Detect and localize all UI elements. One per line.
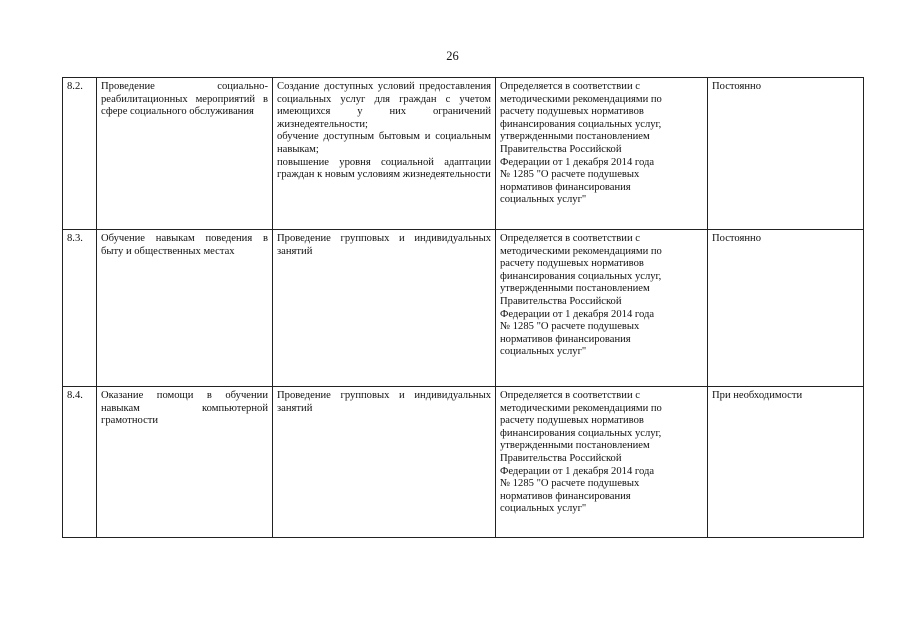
- service-name: Обучение навыкам поведения в быту и общественных местах: [97, 230, 273, 387]
- content-line: обучение доступным бытовым и социальным навыкам;: [277, 131, 491, 155]
- service-name: Оказание помощи в обучении навыкам компьютерной грамотности: [97, 387, 273, 538]
- terms-line: расчету подушевых нормативов: [500, 258, 644, 270]
- terms-line: утвержденными постановлением: [500, 440, 650, 452]
- terms-line: методическими рекомендациями по: [500, 402, 662, 414]
- table-row: [63, 78, 864, 230]
- terms-line: Федерации от 1 декабря 2014 года: [500, 465, 655, 477]
- content-line: повышение уровня социальной адаптации граждан к новым условиям жизнедеятельности: [277, 156, 491, 181]
- page-number: 26: [446, 49, 459, 63]
- service-terms: [496, 230, 708, 387]
- terms-line: № 1285 "О расчете подушевых: [500, 169, 640, 181]
- terms-line: финансирования социальных услуг,: [500, 270, 662, 282]
- terms-line: финансирования социальных услуг,: [500, 427, 662, 439]
- service-content: [273, 387, 496, 538]
- content-line: Проведение групповых и индивидуальных занятий: [277, 390, 491, 414]
- terms-line: Федерации от 1 декабря 2014 года: [500, 156, 655, 168]
- terms-line: Федерации от 1 декабря 2014 года: [500, 308, 655, 320]
- terms-line: социальных услуг": [500, 194, 587, 206]
- terms-line: Определяется в соответствии с: [500, 81, 640, 92]
- terms-line: методическими рекомендациями по: [500, 93, 662, 105]
- content-line: Проведение групповых и индивидуальных занятий: [277, 233, 491, 257]
- terms-line: утвержденными постановлением: [500, 131, 650, 143]
- terms-line: утвержденными постановлением: [500, 283, 650, 295]
- table-row: [63, 387, 864, 538]
- service-name: Проведение социально-реабилитационных мероприятий в сфере социального обслуживания: [97, 78, 273, 230]
- terms-line: Определяется в соответствии с: [500, 390, 640, 401]
- row-number: 8.3.: [63, 230, 97, 387]
- terms-line: расчету подушевых нормативов: [500, 106, 644, 118]
- row-number: 8.4.: [63, 387, 97, 538]
- terms-line: социальных услуг": [500, 503, 587, 515]
- terms-line: методическими рекомендациями по: [500, 245, 662, 257]
- terms-line: социальных услуг": [500, 346, 587, 358]
- table-row: [63, 230, 864, 387]
- terms-line: финансирования социальных услуг,: [500, 118, 662, 130]
- terms-line: нормативов финансирования: [500, 333, 631, 345]
- terms-line: Правительства Российской: [500, 452, 622, 464]
- terms-line: Определяется в соответствии с: [500, 233, 640, 244]
- terms-line: Правительства Российской: [500, 295, 622, 307]
- terms-line: нормативов финансирования: [500, 490, 631, 502]
- service-content: [273, 230, 496, 387]
- row-number: 8.2.: [63, 78, 97, 230]
- content-line: Создание доступных условий предоставления социальных услуг для граждан с учетом имеющихся у них ограничений жизнедеятельности;: [277, 81, 491, 130]
- services-table: [62, 77, 864, 538]
- service-content: [273, 78, 496, 230]
- terms-line: расчету подушевых нормативов: [500, 415, 644, 427]
- terms-line: нормативов финансирования: [500, 181, 631, 193]
- terms-line: Правительства Российской: [500, 143, 622, 155]
- service-timing: Постоянно: [708, 78, 864, 230]
- service-terms: [496, 78, 708, 230]
- service-terms: [496, 387, 708, 538]
- service-timing: При необходимости: [708, 387, 864, 538]
- terms-line: № 1285 "О расчете подушевых: [500, 321, 640, 333]
- terms-line: № 1285 "О расчете подушевых: [500, 478, 640, 490]
- service-timing: Постоянно: [708, 230, 864, 387]
